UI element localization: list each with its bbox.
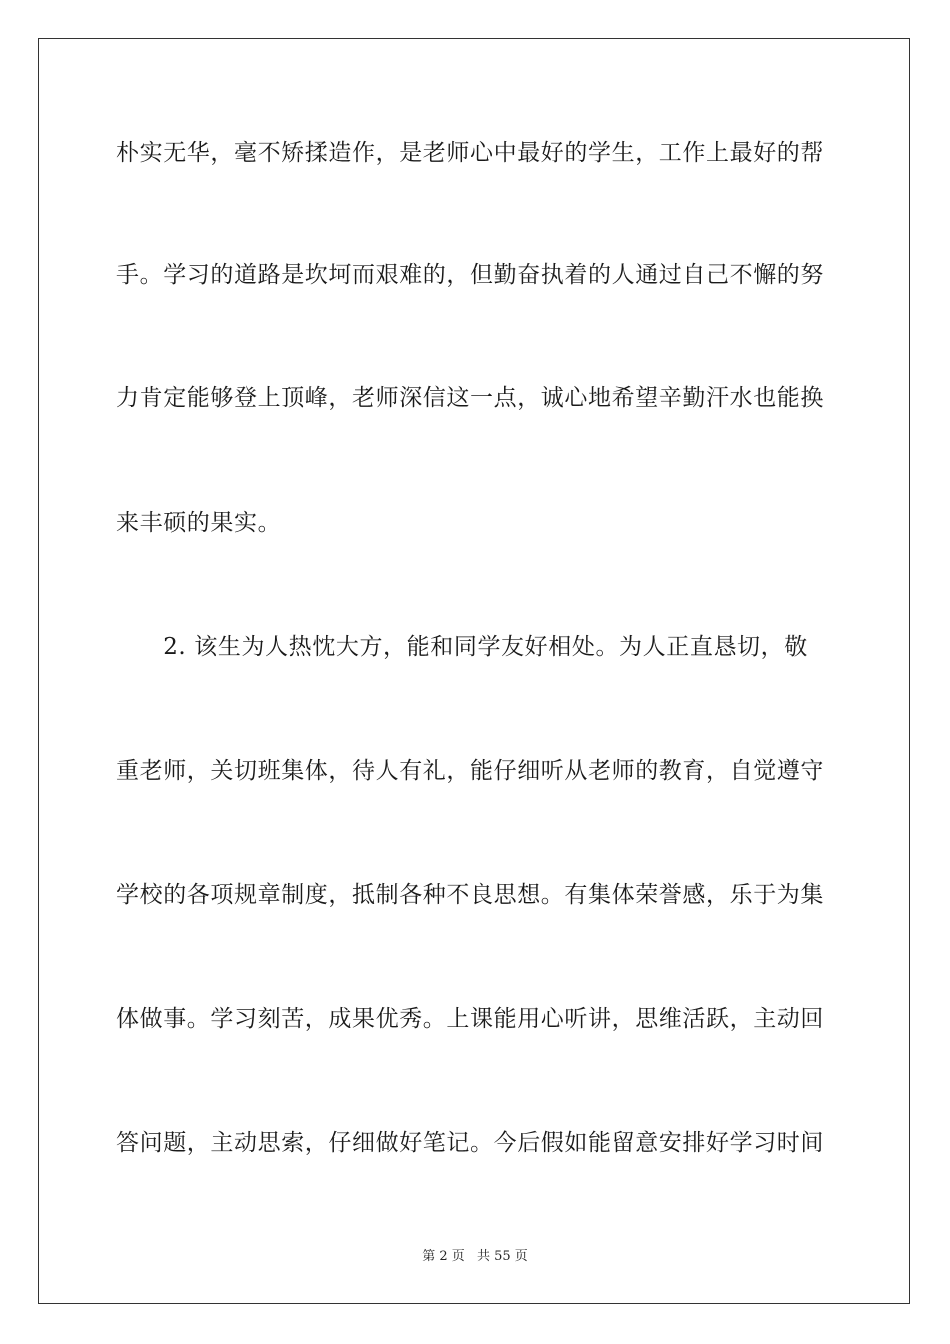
text-line: 来丰硕的果实。 xyxy=(116,510,282,536)
text-line: 朴实无华，毫不矫揉造作，是老师心中最好的学生，工作上最好的帮 xyxy=(116,140,824,166)
text-line: 学校的各项规章制度，抵制各种不良思想。有集体荣誉感，乐于为集 xyxy=(116,882,824,908)
text-line: 2. 该生为人热忱大方，能和同学友好相处。为人正直恳切，敬 xyxy=(116,634,808,660)
text-line: 手。学习的道路是坎坷而艰难的，但勤奋执着的人通过自己不懈的努 xyxy=(116,262,824,288)
text-line: 力肯定能够登上顶峰，老师深信这一点，诚心地希望辛勤汗水也能换 xyxy=(116,385,824,411)
page-footer xyxy=(0,1245,950,1264)
text-line: 体做事。学习刻苦，成果优秀。上课能用心听讲，思维活跃，主动回 xyxy=(116,1006,824,1032)
page-total: 共 55 页 xyxy=(476,1249,528,1264)
page-frame xyxy=(38,38,910,1304)
text-line: 答问题，主动思索，仔细做好笔记。今后假如能留意安排好学习时间 xyxy=(116,1130,824,1156)
text-line: 重老师，关切班集体，待人有礼，能仔细听从老师的教育，自觉遵守 xyxy=(116,758,824,784)
page-number: 第 2 页 xyxy=(422,1249,465,1264)
